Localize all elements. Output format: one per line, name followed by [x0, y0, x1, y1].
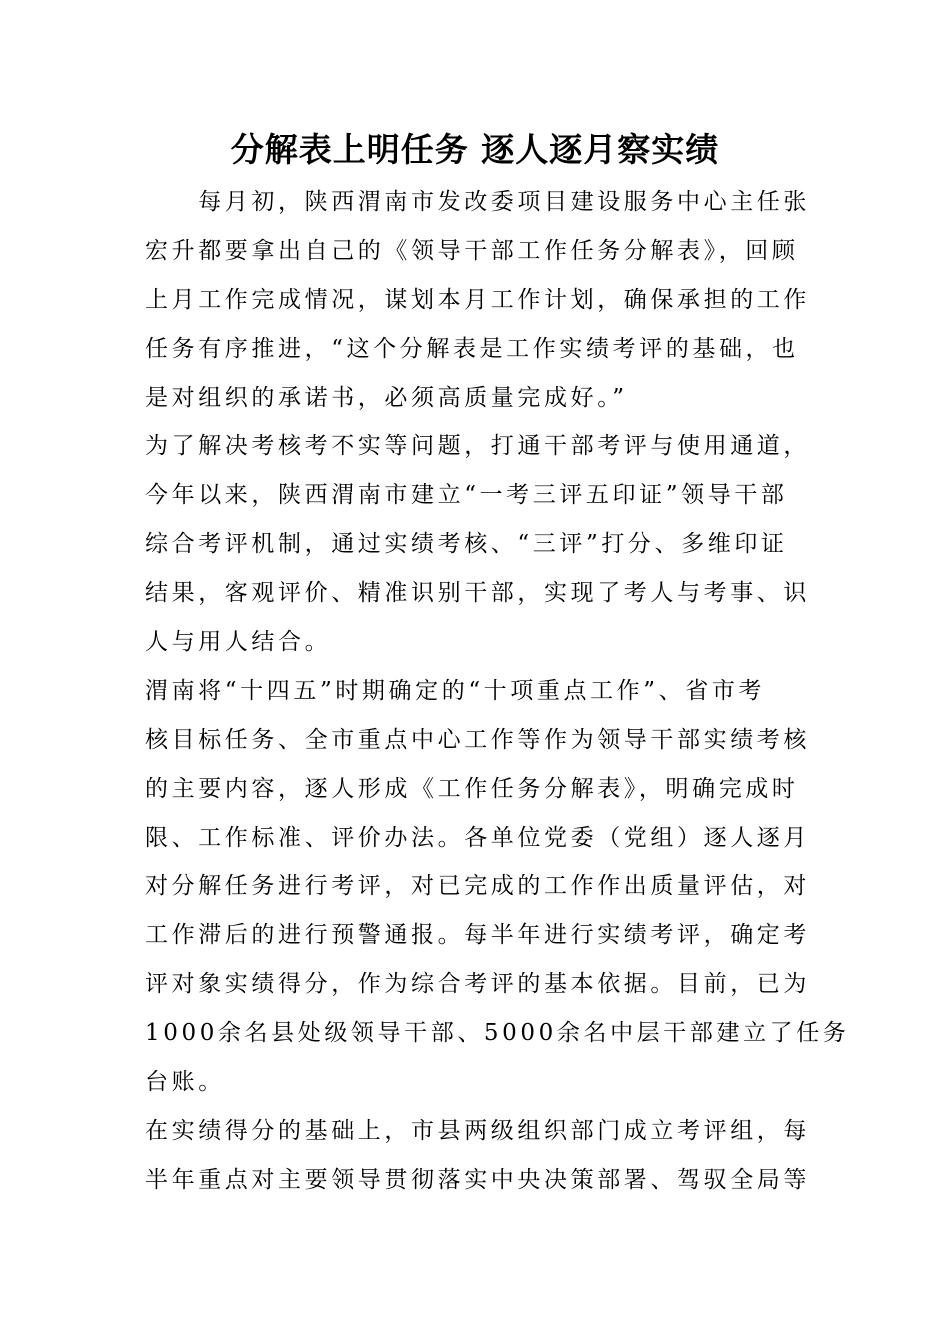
text-line: 1000余名县处级领导干部、5000余名中层干部建立了任务 [145, 1020, 850, 1047]
text-line: 核目标任务、全市重点中心工作等作为领导干部实绩考核 [145, 726, 810, 753]
text-line: 台账。 [145, 1069, 225, 1096]
document-body [145, 178, 850, 1205]
document-title: 分解表上明任务 逐人逐月察实绩 [230, 130, 720, 169]
text-line: 每月初，陕西渭南市发改委项目建设服务中心主任张 [145, 189, 810, 215]
text-line: 工作滞后的进行预警通报。每半年进行实绩考评，确定考 [145, 922, 810, 949]
text-line: 是对组织的承诺书，必须高质量完成好。” [145, 384, 628, 411]
text-line: 综合考评机制，通过实绩考核、“三评”打分、多维印证 [145, 531, 788, 558]
paragraph-4 [145, 1107, 810, 1205]
text-line: 任务有序推进，“这个分解表是工作实绩考评的基础，也 [145, 335, 799, 362]
text-line: 为了解决考核考不实等问题，打通干部考评与使用通道， [145, 433, 810, 460]
text-line: 半年重点对主要领导贯彻落实中央决策部署、驾驭全局等 [145, 1166, 810, 1193]
text-line: 对分解任务进行考评，对已完成的工作作出质量评估，对 [145, 873, 810, 900]
text-line: 人与用人结合。 [145, 629, 332, 656]
paragraph-2 [145, 422, 810, 666]
text-line: 在实绩得分的基础上，市县两级组织部门成立考评组，每 [145, 1117, 810, 1144]
text-line: 渭南将“十四五”时期确定的“十项重点工作”、省市考 [145, 677, 766, 704]
text-line: 宏升都要拿出自己的《领导干部工作任务分解表》，回顾 [145, 237, 799, 264]
text-line: 的主要内容，逐人形成《工作任务分解表》，明确完成时 [145, 775, 799, 802]
text-line: 评对象实绩得分，作为综合考评的基本依据。目前，已为 [145, 971, 810, 998]
text-line: 结果，客观评价、精准识别干部，实现了考人与考事、识 [145, 580, 810, 607]
text-line: 上月工作完成情况，谋划本月工作计划，确保承担的工作 [145, 286, 810, 313]
paragraph-1 [145, 178, 810, 422]
paragraph-3 [145, 667, 850, 1107]
text-line: 限、工作标准、评价办法。各单位党委（党组）逐人逐月 [145, 824, 810, 851]
text-line: 今年以来，陕西渭南市建立“一考三评五印证”领导干部 [145, 482, 788, 509]
